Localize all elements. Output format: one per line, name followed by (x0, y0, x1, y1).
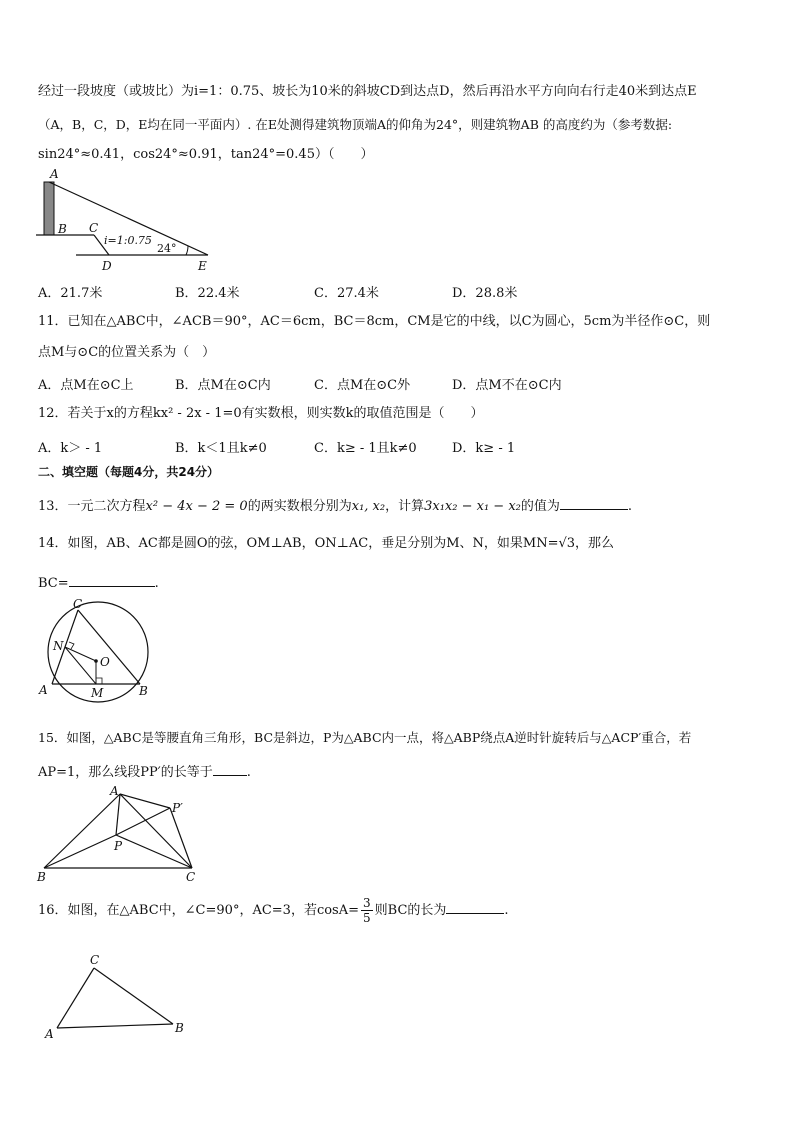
label-p: P (114, 839, 123, 853)
label-a: A (110, 784, 119, 798)
q16-line: 16．如图，在△ABC中，∠C=90°，AC=3，若cosA= $\frac{3}{5}$ 则BC的长为 . (38, 896, 509, 925)
q10-option-d: D．28.8米 (452, 286, 518, 301)
q14-bc-label: BC= (38, 576, 69, 591)
label-c: C (89, 221, 99, 235)
q16-figure (40, 950, 190, 1042)
q15-line1: 15．如图，△ABC是等腰直角三角形，BC是斜边，P为△ABC内一点，将△ABP绕点A逆时针旋转后与△ACP′重合，若 (38, 730, 692, 745)
slope-label: i=1:0.75 (104, 234, 152, 247)
q15-text: AP=1，那么线段PP′的长等于 (38, 765, 213, 780)
section-title: 二、填空题（每题4分，共24分） (38, 465, 220, 479)
q10-option-a: A．21.7米 (38, 286, 103, 301)
q11-line2: 点M与⊙C的位置关系为（ ） (38, 345, 216, 360)
q13-answer-blank[interactable] (560, 495, 628, 510)
q15-answer-blank[interactable] (213, 761, 247, 776)
q10-figure (36, 166, 216, 276)
q10-line3: sin24°≈0.41，cos24°≈0.91，tan24°=0.45）（ ） (38, 147, 374, 162)
label-m: M (91, 686, 104, 700)
q14-figure (36, 596, 156, 708)
q12-line1: 12．若关于x的方程kx² - 2x - 1=0有实数根，则实数k的取值范围是（ ） (38, 406, 484, 421)
building-ab (44, 182, 54, 235)
q11-option-d: D．点M不在⊙C内 (452, 378, 562, 393)
q12-option-a: A．k＞ - 1 (38, 441, 103, 456)
label-d: D (102, 259, 112, 273)
angle-label: 24° (157, 242, 177, 255)
q15-figure (34, 782, 204, 886)
q13-roots: x₁, x₂ (351, 499, 386, 514)
q11-option-b: B．点M在⊙C内 (175, 378, 271, 393)
label-c: C (73, 597, 83, 611)
label-b: B (37, 870, 46, 884)
q14-answer-blank[interactable] (69, 572, 155, 587)
fraction-denominator: 5 (363, 911, 371, 925)
q10-line1: 经过一段坡度（或坡比）为i=1：0.75、坡长为10米的斜坡CD到达点D，然后再沿水平方向向右行走40米到达点E (38, 84, 697, 99)
q12-option-c: C．k≥ - 1且k≠0 (314, 441, 417, 456)
q13-expression: 3x₁x₂ − x₁ − x₂ (424, 499, 521, 514)
q16-answer-blank[interactable] (446, 899, 504, 914)
label-o: O (100, 655, 110, 669)
label-c: C (186, 870, 196, 884)
q13-equation: x² − 4x − 2 = 0 (145, 499, 248, 514)
q13-prefix: 13．一元二次方程 (38, 499, 146, 514)
label-a: A (39, 683, 48, 697)
q16-prefix: 16．如图，在△ABC中，∠C=90°，AC=3，若cosA= (38, 903, 360, 918)
q11-option-c: C．点M在⊙C外 (314, 378, 411, 393)
q15-line2: AP=1，那么线段PP′的长等于 . (38, 761, 251, 782)
q10-option-b: B．22.4米 (175, 286, 240, 301)
q14-line1: 14．如图，AB、AC都是圆O的弦，OM⊥AB，ON⊥AC，垂足分别为M、N，如果MN=√3，那么 (38, 536, 615, 551)
cos-fraction (361, 896, 373, 925)
q13-mid2: ，计算 (385, 499, 425, 514)
fraction-numerator: 3 (363, 896, 371, 910)
label-a: A (45, 1027, 54, 1041)
label-b: B (58, 222, 67, 236)
q13-mid: 的两实数根分别为 (247, 499, 352, 514)
q12-option-d: D．k≥ - 1 (452, 441, 516, 456)
label-a: A (50, 167, 59, 181)
q11-option-a: A．点M在⊙C上 (38, 378, 134, 393)
q14-line2: BC= . (38, 572, 159, 593)
q12-option-b: B．k＜1且k≠0 (175, 441, 267, 456)
q13-suffix: 的值为 (520, 499, 560, 514)
q10-option-c: C．27.4米 (314, 286, 379, 301)
label-b: B (175, 1021, 184, 1035)
label-p-prime: P′ (172, 801, 183, 815)
q10-line2: （A，B，C，D，E均在同一平面内）. 在E处测得建筑物顶端A的仰角为24°，则建筑物AB 的高度约为（参考数据: (38, 117, 673, 132)
q13-line: 13．一元二次方程x² − 4x − 2 = 0的两实数根分别为x₁, x₂，计算3x₁x₂ − x₁ − x₂的值为 . (38, 495, 632, 516)
q11-line1: 11．已知在△ABC中，∠ACB＝90°，AC＝6cm，BC＝8cm，CM是它的中线，以C为圆心，5cm为半径作⊙C，则 (38, 314, 711, 329)
label-b: B (139, 684, 148, 698)
label-c: C (90, 953, 100, 967)
label-e: E (198, 259, 207, 273)
label-n: N (53, 639, 64, 653)
q16-suffix: 则BC的长为 (374, 903, 447, 918)
